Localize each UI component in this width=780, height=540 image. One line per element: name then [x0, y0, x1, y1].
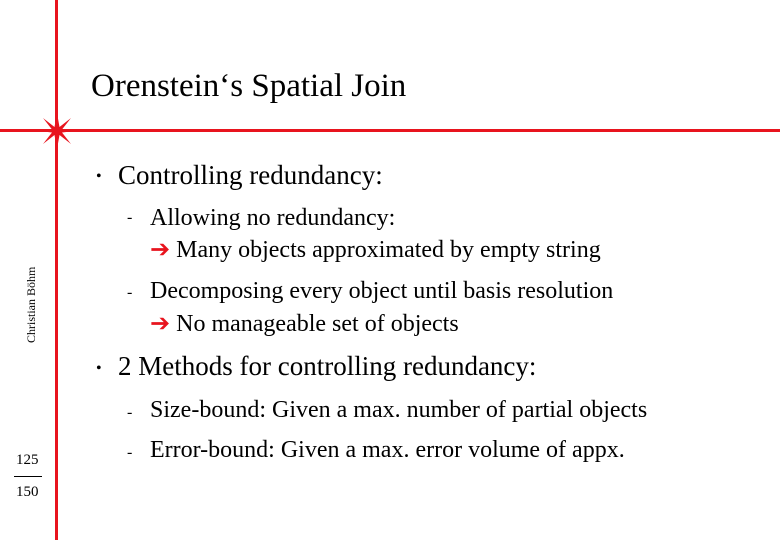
sub-bullet-marker: -: [127, 209, 133, 226]
page-fraction-bar: [14, 476, 42, 477]
sub-bullet-marker: -: [127, 404, 133, 421]
vertical-rule: [55, 0, 58, 540]
page-total: 150: [16, 484, 39, 500]
sub-bullet-marker: -: [127, 284, 133, 301]
bullet-marker: •: [96, 360, 102, 377]
sub-bullet-result: No manageable set of objects: [176, 311, 459, 337]
page-number: 125: [16, 452, 39, 468]
sub-bullet-result: Many objects approximated by empty string: [176, 237, 601, 263]
sub-bullet-continuation: [150, 312, 459, 336]
right-arrow-icon: ➔: [150, 237, 171, 263]
star-icon: [38, 112, 76, 150]
sub-bullet-text: Decomposing every object until basis resolution: [150, 278, 614, 304]
sub-bullet-text: Size-bound: Given a max. number of partial objects: [150, 397, 648, 423]
horizontal-rule: [0, 129, 780, 132]
bullet-text: 2 Methods for controlling redundancy:: [118, 351, 537, 381]
sub-bullet-marker: -: [127, 444, 133, 461]
slide-title: Orenstein‘s Spatial Join: [91, 68, 407, 104]
sub-bullet-continuation: [150, 238, 601, 262]
bullet-marker: •: [96, 168, 102, 185]
bullet-text: Controlling redundancy:: [118, 160, 383, 190]
right-arrow-icon: ➔: [150, 311, 171, 337]
sub-bullet-text: Error-bound: Given a max. error volume of appx.: [150, 437, 625, 463]
author-name: Christian Böhm: [24, 266, 38, 343]
sub-bullet-text: Allowing no redundancy:: [150, 205, 396, 231]
